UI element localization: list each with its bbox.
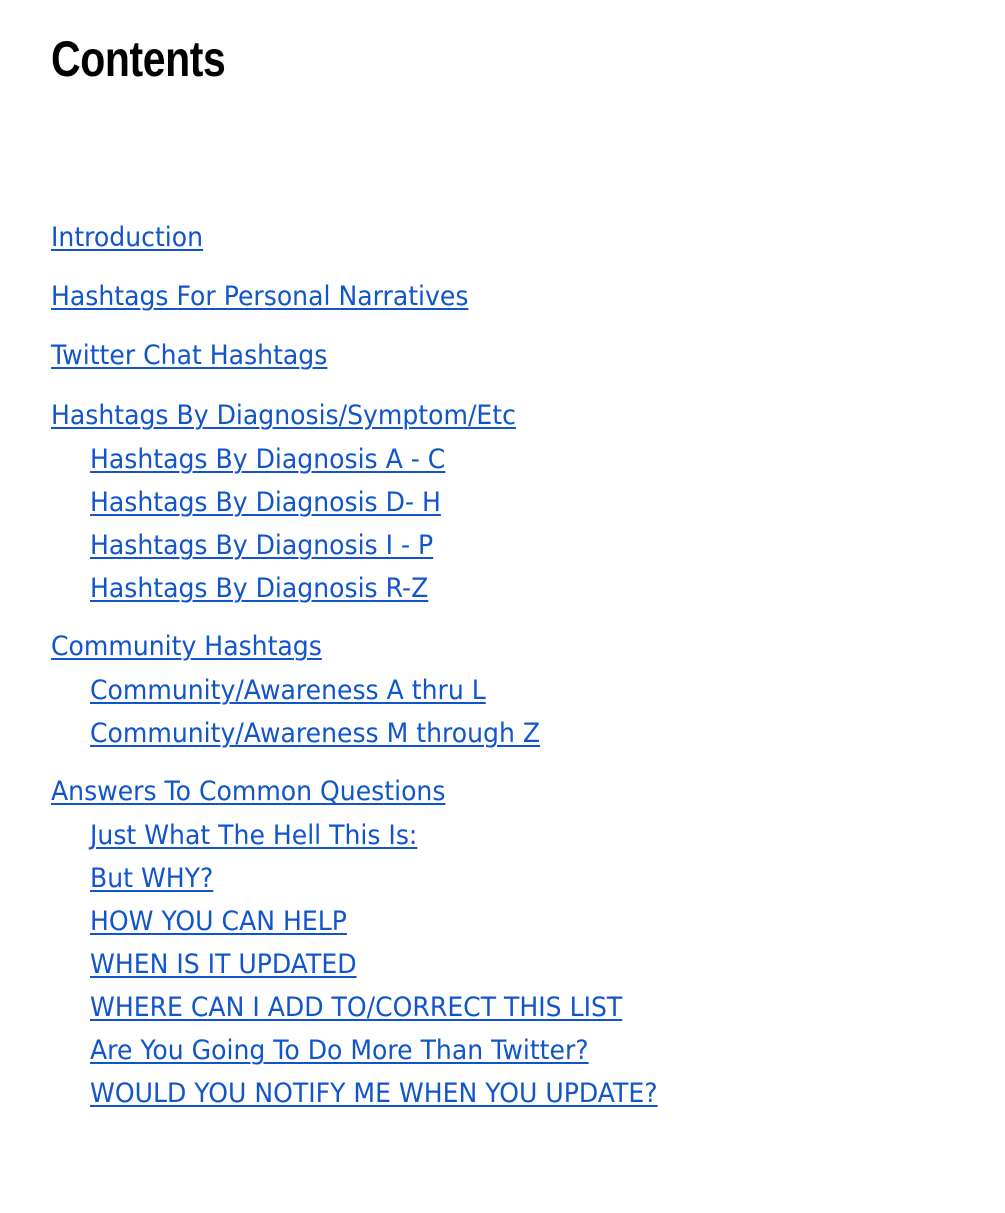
toc-link-personal-narratives[interactable]: Hashtags For Personal Narratives <box>51 281 469 312</box>
toc-link-diagnosis-a-c[interactable]: Hashtags By Diagnosis A - C <box>90 444 446 475</box>
toc-link-but-why[interactable]: But WHY? <box>90 863 214 894</box>
toc-link-introduction[interactable]: Introduction <box>51 222 204 253</box>
toc-link-diagnosis-r-z[interactable]: Hashtags By Diagnosis R-Z <box>90 573 429 604</box>
toc-link-diagnosis-i-p[interactable]: Hashtags By Diagnosis I - P <box>90 530 434 561</box>
toc-link-diagnosis-d-h[interactable]: Hashtags By Diagnosis D- H <box>90 487 441 518</box>
page-title: Contents <box>51 31 226 87</box>
toc-link-when-updated[interactable]: WHEN IS IT UPDATED <box>90 949 357 980</box>
toc-link-what-this-is[interactable]: Just What The Hell This Is: <box>90 820 418 851</box>
toc-link-community-a-l[interactable]: Community/Awareness A thru L <box>90 675 486 706</box>
toc-link-community-hashtags[interactable]: Community Hashtags <box>51 631 322 662</box>
toc-link-more-than-twitter[interactable]: Are You Going To Do More Than Twitter? <box>90 1035 589 1066</box>
toc-link-where-add-correct[interactable]: WHERE CAN I ADD TO/CORRECT THIS LIST <box>90 992 623 1023</box>
toc-link-hashtags-by-diagnosis[interactable]: Hashtags By Diagnosis/Symptom/Etc <box>51 400 516 431</box>
toc-link-notify-me[interactable]: WOULD YOU NOTIFY ME WHEN YOU UPDATE? <box>90 1078 658 1109</box>
toc-link-common-questions[interactable]: Answers To Common Questions <box>51 776 446 807</box>
toc-link-how-you-can-help[interactable]: HOW YOU CAN HELP <box>90 906 347 937</box>
toc-link-twitter-chat-hashtags[interactable]: Twitter Chat Hashtags <box>51 340 328 371</box>
toc-link-community-m-z[interactable]: Community/Awareness M through Z <box>90 718 541 749</box>
